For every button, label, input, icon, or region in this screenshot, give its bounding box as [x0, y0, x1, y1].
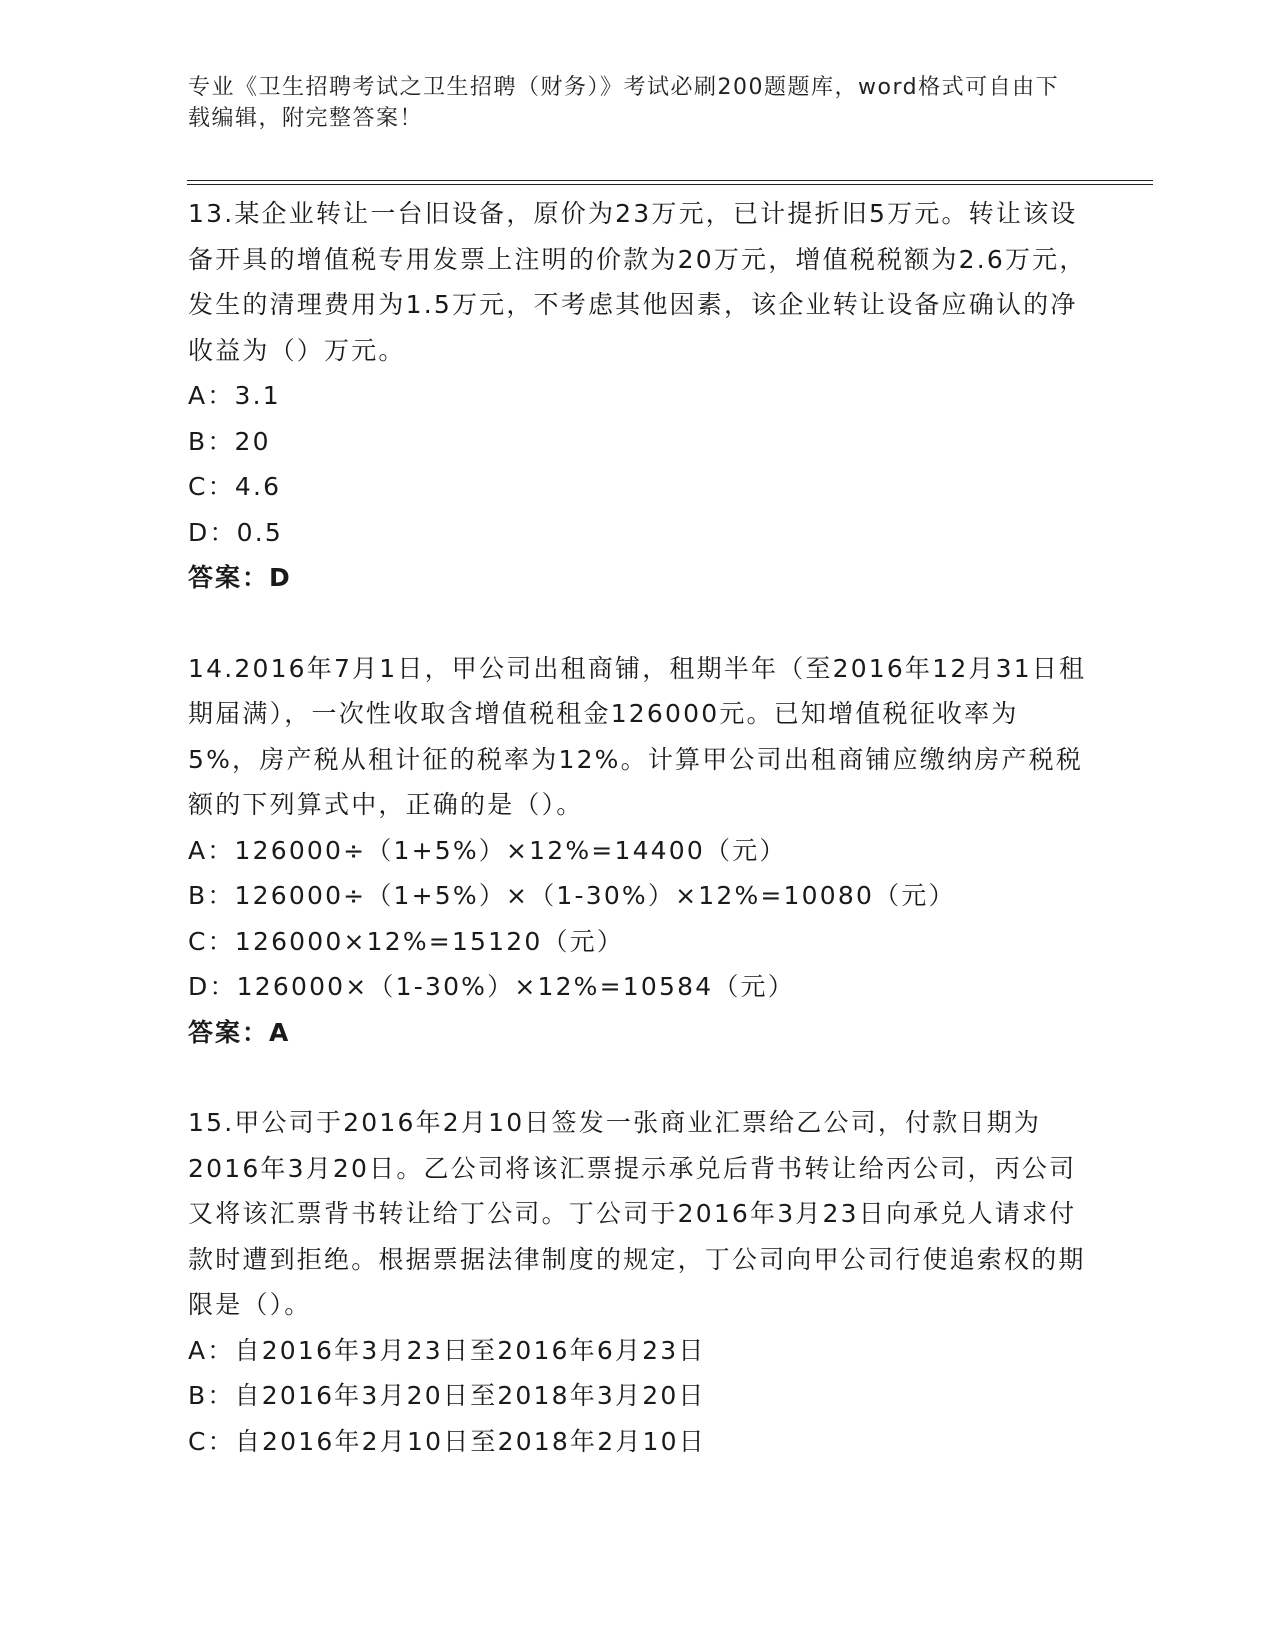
question-list	[188, 191, 1088, 1464]
question-15	[188, 1100, 1088, 1464]
header-note: 专业《卫生招聘考试之卫生招聘（财务）》考试必刷200题题库，word格式可自由下载编辑，附完整答案！	[188, 75, 1060, 131]
question-stem: 14.2016年7月1日，甲公司出租商铺，租期半年（至2016年12月31日租期届满），一次性收取含增值税租金126000元。已知增值税征收率为5%，房产税从租计征的税率为12%。计算甲公司出租商铺应缴纳房产税税额的下列算式中，正确的是（）。	[188, 653, 1087, 819]
option-b: B：20	[188, 426, 271, 456]
question-spacer	[188, 601, 1088, 646]
question-13	[188, 191, 1088, 601]
question-14	[188, 646, 1088, 1056]
answer-line: 答案：D	[188, 563, 292, 592]
question-spacer	[188, 1055, 1088, 1100]
option-d: D：0.5	[188, 517, 284, 547]
option-a: A：自2016年3月23日至2016年6月23日	[188, 1335, 706, 1365]
option-a: A：126000÷（1+5%）×12%=14400（元）	[188, 835, 787, 865]
option-b: B：自2016年3月20日至2018年3月20日	[188, 1381, 706, 1410]
option-c: C：自2016年2月10日至2018年2月10日	[188, 1426, 706, 1456]
option-c: C：4.6	[188, 472, 282, 501]
option-d: D：126000×（1-30%）×12%=10584（元）	[188, 972, 795, 1001]
question-stem: 15.甲公司于2016年2月10日签发一张商业汇票给乙公司，付款日期为2016年3月20日。乙公司将该汇票提示承兑后背书转让给丙公司，丙公司又将该汇票背书转让给丁公司。丁公司于2016年3月23日向承兑人请求付款时遭到拒绝。根据票据法律制度的规定，丁公司向甲公司行使追索权的期限是（）。	[188, 1108, 1086, 1319]
option-b: B：126000÷（1+5%）×（1-30%）×12%=10080（元）	[188, 881, 956, 910]
option-c: C：126000×12%=15120（元）	[188, 926, 625, 956]
header-divider-top	[187, 180, 1153, 181]
header-divider-bottom	[187, 184, 1153, 185]
answer-line: 答案：A	[188, 1017, 291, 1047]
question-stem: 13.某企业转让一台旧设备，原价为23万元，已计提折旧5万元。转让该设备开具的增值税专用发票上注明的价款为20万元，增值税税额为2.6万元，发生的清理费用为1.5万元，不考虑其他因素，该企业转让设备应确认的净收益为（）万元。	[188, 199, 1087, 365]
option-a: A：3.1	[188, 381, 281, 410]
